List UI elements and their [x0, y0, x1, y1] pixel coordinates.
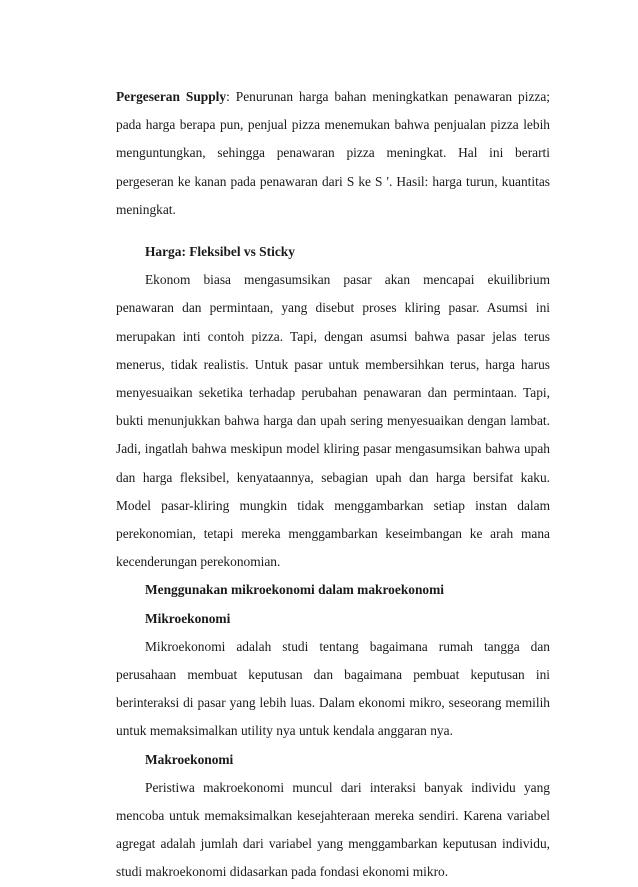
price-section-paragraph: Ekonom biasa mengasumsikan pasar akan mencapai ekuilibrium penawaran dan permintaan, yang disebut proses kliring pasar. Asumsi ini merupakan inti contoh pizza. Tapi, dengan asumsi bahwa pasar jelas terus menerus, tidak realistis. Untuk pasar untuk membersihkan terus, harga harus menyesuaikan seketika terhadap perubahan penawaran dan permintaan. Tapi, bukti menunjukkan bahwa harga dan upah sering menyesuaikan dengan lambat. Jadi, ingatlah bahwa meskipun model kliring pasar mengasumsikan bahwa upah dan harga fleksibel, kenyataannya, sebagian upah dan harga bersifat kaku. Model pasar-kliring mungkin tidak menggambarkan setiap instan dalam perekonomian, tetapi mereka menggambarkan keseimbangan ke arah mana kecenderungan perekonomian. [116, 272, 550, 570]
macro-paragraph: Peristiwa makroekonomi muncul dari interaksi banyak individu yang mencoba untuk memaksimalkan kesejahteraan mereka sendiri. Karena variabel agregat adalah jumlah dari variabel yang menggambarkan keputusan individu, studi makroekonomi didasarkan pada fondasi ekonomi mikro. [116, 779, 550, 880]
price-section-heading: Harga: Fleksibel vs Sticky [145, 244, 295, 260]
document-page [116, 83, 550, 887]
supply-shift-paragraph [116, 83, 550, 224]
micro-in-macro-heading: Menggunakan mikroekonomi dalam makroekonomi [145, 582, 444, 598]
micro-paragraph: Mikroekonomi adalah studi tentang bagaimana rumah tangga dan perusahaan membuat keputusan dan bagaimana pembuat keputusan ini berinteraksi di pasar yang lebih luas. Dalam ekonomi mikro, seseorang memilih untuk memaksimalkan utility nya untuk kendala anggaran nya. [116, 638, 550, 739]
supply-shift-label: Pergeseran Supply [116, 89, 227, 104]
supply-shift-text: : Penurunan harga bahan meningkatkan penawaran pizza; pada harga berapa pun, penjual pizza menemukan bahwa penjualan pizza lebih menguntungkan, sehingga penawaran pizza meningkat. Hal ini berarti pergeseran ke kanan pada penawaran dari S ke S '. Hasil: harga turun, kuantitas meningkat. [116, 89, 550, 217]
macro-heading: Makroekonomi [145, 751, 234, 767]
section-spacer [116, 224, 550, 238]
micro-heading: Mikroekonomi [145, 610, 231, 626]
